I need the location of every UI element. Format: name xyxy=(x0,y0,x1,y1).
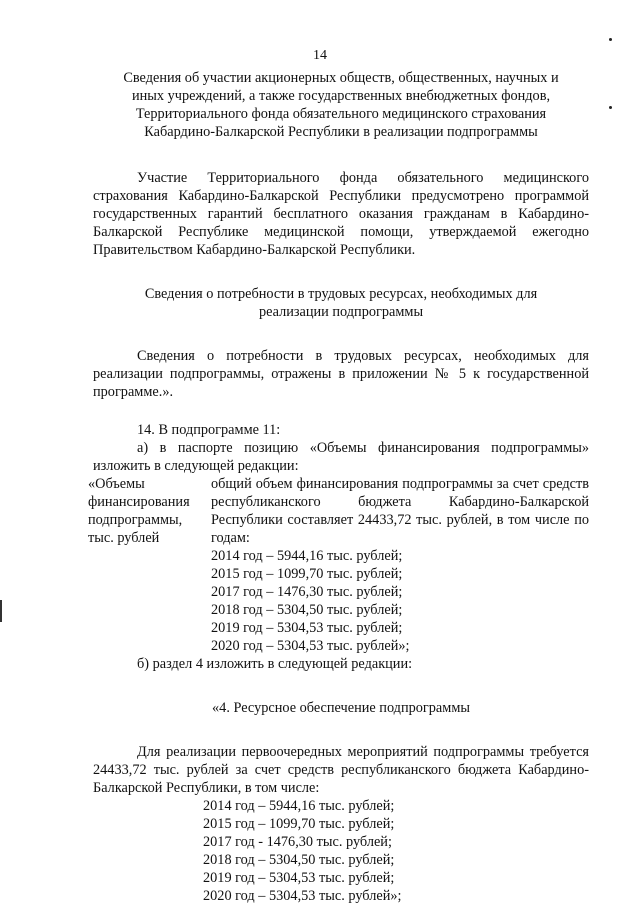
heading-line: реализации подпрограммы xyxy=(258,304,424,320)
heading-line: Сведения об участии акционерных обществ, общественных, научных и xyxy=(123,70,559,86)
list-item: 2014 год – 5944,16 тыс. рублей; xyxy=(211,548,403,564)
heading-line: Территориального фонда обязательного медицинского страхования xyxy=(135,106,547,122)
heading-line: Кабардино-Балкарской Республики в реализации подпрограммы xyxy=(144,124,538,140)
list-item: 2018 год – 5304,50 тыс. рублей; xyxy=(211,602,403,618)
list-item: 2020 год – 5304,53 тыс. рублей»; xyxy=(211,638,410,654)
document-body xyxy=(88,69,589,905)
section2-heading xyxy=(93,285,589,321)
table-label-line: тыс. рублей xyxy=(88,530,160,546)
list-item: 2014 год – 5944,16 тыс. рублей; xyxy=(203,798,395,814)
financing-table xyxy=(88,475,589,655)
list-item: 2018 год – 5304,50 тыс. рублей; xyxy=(203,852,395,868)
page-number: 14 xyxy=(313,48,327,63)
heading-line: Сведения о потребности в трудовых ресурсах, необходимых для xyxy=(144,286,538,302)
scan-dot xyxy=(609,106,612,109)
item14-title: 14. В подпрограмме 11: xyxy=(137,422,281,438)
list-item: 2017 год – 1476,30 тыс. рублей; xyxy=(211,584,403,600)
section2-paragraph: Сведения о потребности в трудовых ресурсах, необходимых для реализации подпрограммы, отражены в приложении № 5 к государственной программе.». xyxy=(93,348,589,400)
list-item: 2019 год – 5304,53 тыс. рублей; xyxy=(203,870,395,886)
table-value-text: общий объем финансирования подпрограммы за счет средств республиканского бюджета Кабардино-Балкарской Республики составляет 24433,72 тыс. рублей, в том числе по годам: xyxy=(211,476,589,546)
financing-table-label xyxy=(88,475,211,655)
table-years-list xyxy=(211,547,589,655)
list-item: 2020 год – 5304,53 тыс. рублей»; xyxy=(203,888,402,904)
item14-point-a: а) в паспорте позицию «Объемы финансирования подпрограммы» изложить в следующей редакции: xyxy=(93,440,589,474)
list-item: 2015 год – 1099,70 тыс. рублей; xyxy=(203,816,395,832)
table-label-line: подпрограммы, xyxy=(88,512,183,528)
table-label-line: «Объемы xyxy=(88,476,145,492)
financing-table-value xyxy=(211,475,589,655)
section4-years-list xyxy=(93,797,589,905)
list-item: 2019 год – 5304,53 тыс. рублей; xyxy=(211,620,403,636)
scan-edge-mark xyxy=(0,600,2,622)
scan-dot xyxy=(609,38,612,41)
section4-heading: «4. Ресурсное обеспечение подпрограммы xyxy=(212,700,470,716)
list-item: 2017 год - 1476,30 тыс. рублей; xyxy=(203,834,392,850)
item14-point-b: б) раздел 4 изложить в следующей редакции: xyxy=(137,656,413,672)
section1-paragraph: Участие Территориального фонда обязательного медицинского страхования Кабардино-Балкарской Республики предусмотрено программой государственных гарантий бесплатного оказания гражданам в Кабардино-Балкарской Республике медицинской помощи, утверждаемой ежегодно Правительством Кабардино-Балкарской Республики. xyxy=(93,170,589,258)
list-item: 2015 год – 1099,70 тыс. рублей; xyxy=(211,566,403,582)
heading-line: иных учреждений, а также государственных внебюджетных фондов, xyxy=(131,88,551,104)
section1-heading xyxy=(93,69,589,141)
table-label-line: финансирования xyxy=(88,494,190,510)
section4-paragraph: Для реализации первоочередных мероприятий подпрограммы требуется 24433,72 тыс. рублей за счет средств республиканского бюджета Кабардино-Балкарской Республики, в том числе: xyxy=(93,744,589,796)
